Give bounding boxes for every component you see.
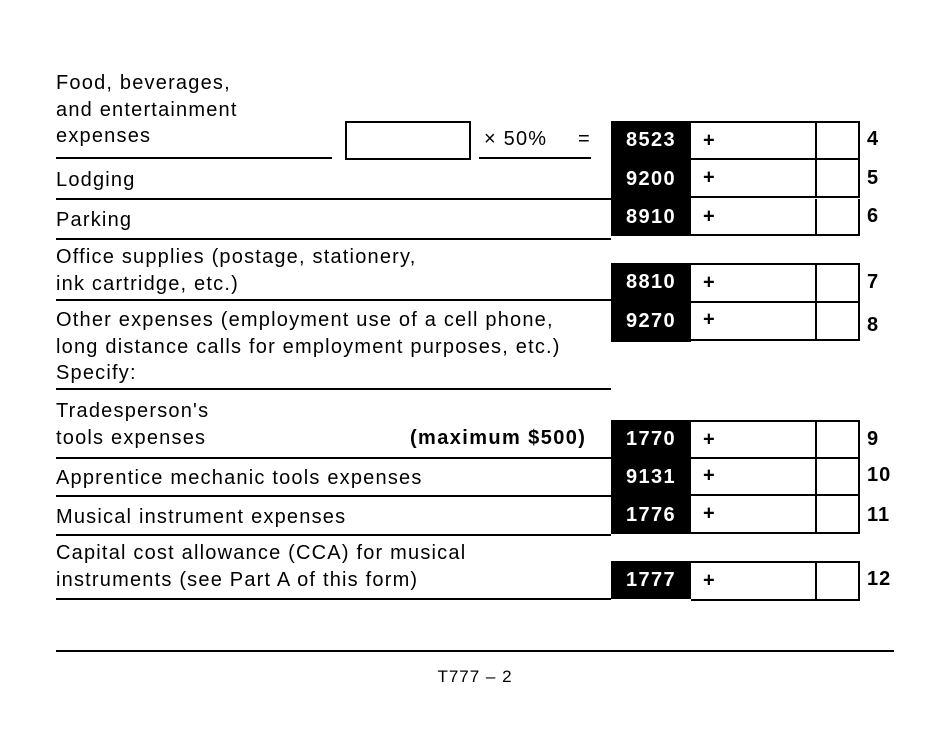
apprentice-tools-label: Apprentice mechanic tools expenses (56, 467, 423, 489)
multiplier-label: × 50% (484, 128, 548, 150)
line-number-6: 6 (867, 205, 880, 227)
amount-field-line-11[interactable] (691, 496, 860, 534)
equals-sign: = (578, 128, 591, 150)
plus-sign: + (703, 308, 715, 331)
cca-label: Capital cost allowance (CCA) for musical instruments (see Part A of this form) (56, 542, 467, 591)
food-amount-input[interactable] (345, 121, 471, 160)
specify-underline[interactable] (56, 388, 611, 390)
line-number-11: 11 (867, 504, 891, 526)
cents-divider (815, 422, 817, 457)
footer-rule (56, 650, 894, 652)
trades-underline (56, 457, 611, 459)
parking-label: Parking (56, 209, 133, 231)
line-code-8810: 8810 (611, 263, 691, 301)
cca-underline (56, 598, 611, 600)
plus-sign: + (703, 271, 715, 294)
cents-divider (815, 496, 817, 532)
plus-sign: + (703, 428, 715, 450)
cents-divider (815, 159, 817, 196)
musical-instrument-label: Musical instrument expenses (56, 506, 347, 528)
line-number-7: 7 (867, 271, 880, 293)
maximum-note: (maximum $500) (410, 427, 587, 449)
office-underline (56, 299, 611, 301)
cents-divider (815, 199, 817, 234)
line-number-4: 4 (867, 128, 880, 150)
parking-underline (56, 238, 611, 240)
amount-field-line-10[interactable] (691, 458, 860, 496)
line-code-9200: 9200 (611, 159, 691, 199)
food-label-underline (56, 157, 332, 159)
line-number-5: 5 (867, 167, 880, 189)
food-expenses-label: Food, beverages, and entertainment expenses (56, 72, 238, 147)
cents-divider (815, 123, 817, 158)
line-code-1770: 1770 (611, 420, 691, 458)
plus-sign: + (703, 464, 715, 487)
cents-divider (815, 265, 817, 301)
amount-field-line-12[interactable] (691, 561, 860, 601)
apprentice-underline (56, 495, 611, 497)
amount-field-line-7[interactable] (691, 263, 860, 303)
line-number-10: 10 (867, 464, 892, 486)
cents-divider (815, 563, 817, 599)
line-code-1777: 1777 (611, 561, 691, 599)
lodging-underline (56, 198, 611, 200)
line-number-9: 9 (867, 428, 880, 450)
amount-field-line-8[interactable] (691, 301, 860, 341)
page-number: T777 – 2 (437, 667, 513, 686)
cents-divider (815, 458, 817, 494)
line-code-8523: 8523 (611, 121, 691, 159)
plus-sign: + (703, 166, 715, 188)
musical-underline (56, 534, 611, 536)
office-supplies-label: Office supplies (postage, stationery, ink cartridge, etc.) (56, 246, 417, 295)
plus-sign: + (703, 205, 715, 227)
amount-field-line-9[interactable] (691, 420, 860, 459)
amount-field-line-5[interactable] (691, 159, 860, 198)
line-code-9131: 9131 (611, 458, 691, 496)
plus-sign: + (703, 569, 715, 592)
lodging-label: Lodging (56, 169, 136, 191)
cents-divider (815, 301, 817, 339)
other-expenses-label: Other expenses (employment use of a cell phone, long distance calls for employment purposes, etc.) Specify: (56, 309, 561, 384)
line-number-12: 12 (867, 568, 892, 590)
line-code-1776: 1776 (611, 496, 691, 534)
plus-sign: + (703, 129, 715, 151)
line-code-9270: 9270 (611, 301, 691, 342)
line-code-8910: 8910 (611, 199, 691, 236)
line-number-8: 8 (867, 314, 880, 336)
tradesperson-tools-label: Tradesperson's tools expenses (56, 400, 210, 449)
plus-sign: + (703, 502, 715, 525)
multiplier-underline (479, 157, 591, 159)
amount-field-line-4[interactable] (691, 121, 860, 160)
amount-field-line-6[interactable] (691, 199, 860, 236)
